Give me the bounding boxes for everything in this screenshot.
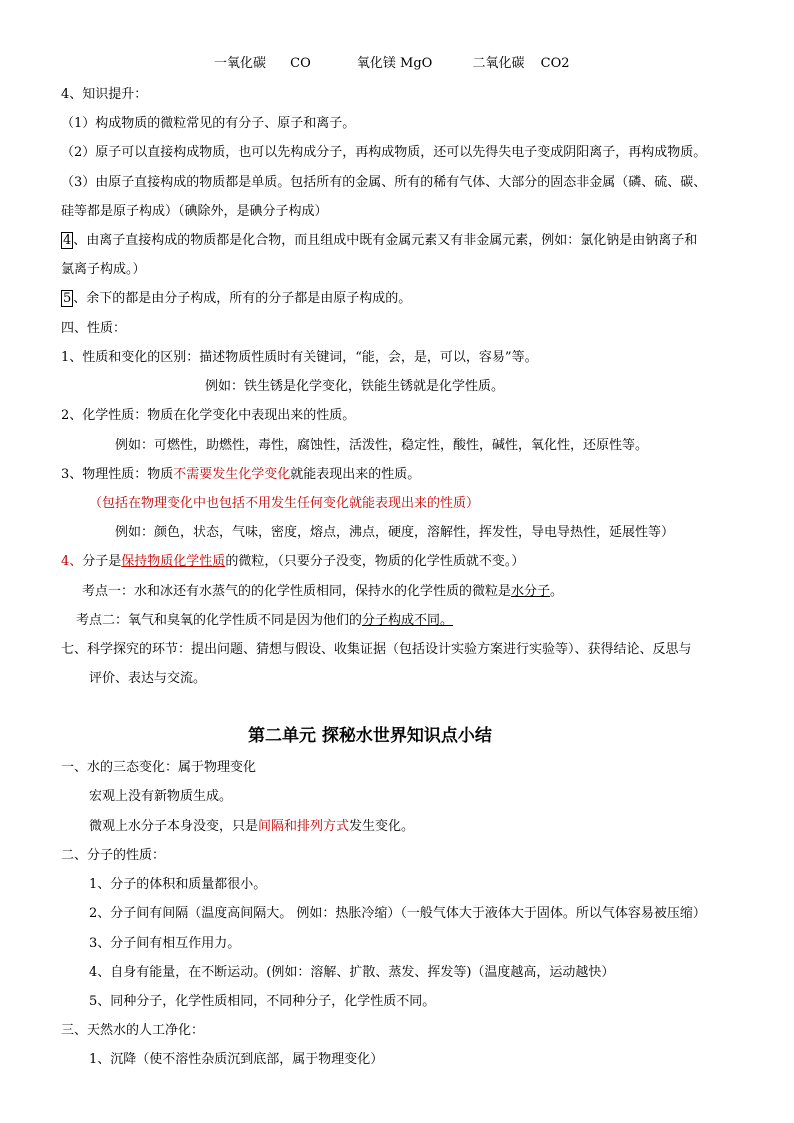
line-text: 、由离子直接构成的物质都是化合物，而且组成中既有金属元素又有非金属元素，例如：氯化钠是由钠离子和 [73,233,698,248]
text-line: 宏观上没有新物质生成。 [89,789,233,804]
red-number: 4、 [61,554,83,569]
co2-name: 二氧化碳 [472,56,525,71]
line-text: 考点二：氧气和臭氧的化学性质不同是因为他们的 [76,613,363,628]
section-heading: 4、知识提升： [61,87,148,102]
co-formula: CO [290,56,311,71]
text-line: 1、沉降（使不溶性杂质沉到底部，属于物理变化） [89,1052,384,1067]
formula-line [214,55,570,73]
underlined-text: 分子构成不同。 [362,613,454,628]
section-heading: 四、性质： [61,321,127,336]
text-line: 氯离子构成。） [61,262,146,277]
mgo-label: 氧化镁 MgO [356,56,433,71]
co-name: 一氧化碳 [214,56,267,71]
line-text: 考点一：水和冰还有水蒸气的的化学性质相同，保持水的化学性质的微粒是 [82,584,512,599]
co2-formula: CO2 [540,56,570,71]
text-line: 2、化学性质：物质在化学变化中表现出来的性质。 [61,408,356,423]
text-line: 5、同种分子，化学性质相同，不同种分子，化学性质不同。 [89,994,436,1009]
line-text: 发生变化。 [349,819,415,834]
line-text: 就能表现出来的性质。 [290,467,421,482]
unit-title: 第二单元 探秘水世界知识点小结 [248,726,492,746]
text-line [61,232,697,250]
section-heading: 一、水的三态变化：属于物理变化 [61,760,257,775]
underlined-text: 水分子 [511,584,551,599]
text-line [89,818,414,836]
exam-point-line [82,583,563,601]
red-note-line: （包括在物理变化中也包括不用发生任何变化就能表现出来的性质） [89,496,480,511]
line-text: 分子是 [82,554,122,569]
text-line: 2、分子间有间隔（温度高间隔大。 例如：热胀冷缩）（一般气体大于液体大于固体。所以气体容易被压缩） [89,906,706,921]
number-box: 4 [63,233,72,248]
text-line: 硅等都是原子构成）（碘除外，是碘分子构成） [61,204,328,219]
line-text: 。 [550,584,564,599]
section-heading: 三、天然水的人工净化： [61,1023,205,1038]
line-text: 、余下的都是由分子构成，所有的分子都是由原子构成的。 [73,291,412,306]
text-line: 3、分子间有相互作用力。 [89,936,241,951]
red-emphasis: 间隔和排列方式 [258,819,350,834]
example-line: 例如：铁生锈是化学变化，铁能生锈就是化学性质。 [205,379,505,394]
text-line: 七、科学探究的环节：提出问题、猜想与假设、收集证据（包括设计实验方案进行实验等）、获得结论、反思与 [61,642,692,657]
line-text: 的微粒，（只要分子没变，物质的化学性质就不变。） [225,554,525,569]
example-line: 例如：颜色，状态，气味，密度，熔点，沸点，硬度，溶解性，挥发性，导电导热性，延展性等） [115,525,675,540]
section-heading: 二、分子的性质： [61,848,166,863]
text-line: （2）原子可以直接构成物质，也可以先构成分子，再构成物质，还可以先得失电子变成阴阳离子，再构成物质。 [61,145,707,160]
text-line: 1、性质和变化的区别：描述物质性质时有关键词，“能，会，是，可以，容易”等。 [61,350,538,365]
text-line: 4、自身有能量，在不断运动。(例如：溶解、扩散、蒸发、挥发等)（温度越高，运动越快） [89,965,615,980]
red-emphasis: 不需要发生化学变化 [173,467,291,482]
text-line: （3）由原子直接构成的物质都是单质。包括所有的金属、所有的稀有气体、大部分的固态非金属（磷、硫、碳、 [61,175,707,190]
example-line: 例如：可燃性，助燃性，毒性，腐蚀性，活泼性，稳定性，酸性，碱性，氧化性，还原性等。 [115,438,649,453]
text-line: （1）构成物质的微粒常见的有分子、原子和离子。 [61,116,356,131]
line-text: 3、物理性质：物质 [61,467,174,482]
text-line [61,290,411,308]
text-line [61,553,524,571]
exam-point-line [76,612,453,630]
red-emphasis: 保持物质化学性质 [121,554,226,569]
text-line: 评价、表达与交流。 [89,671,207,686]
text-line: 1、分子的体积和质量都很小。 [89,877,267,892]
text-line [61,466,420,484]
line-text: 微观上水分子本身没变，只是 [89,819,259,834]
number-box: 5 [63,291,72,306]
